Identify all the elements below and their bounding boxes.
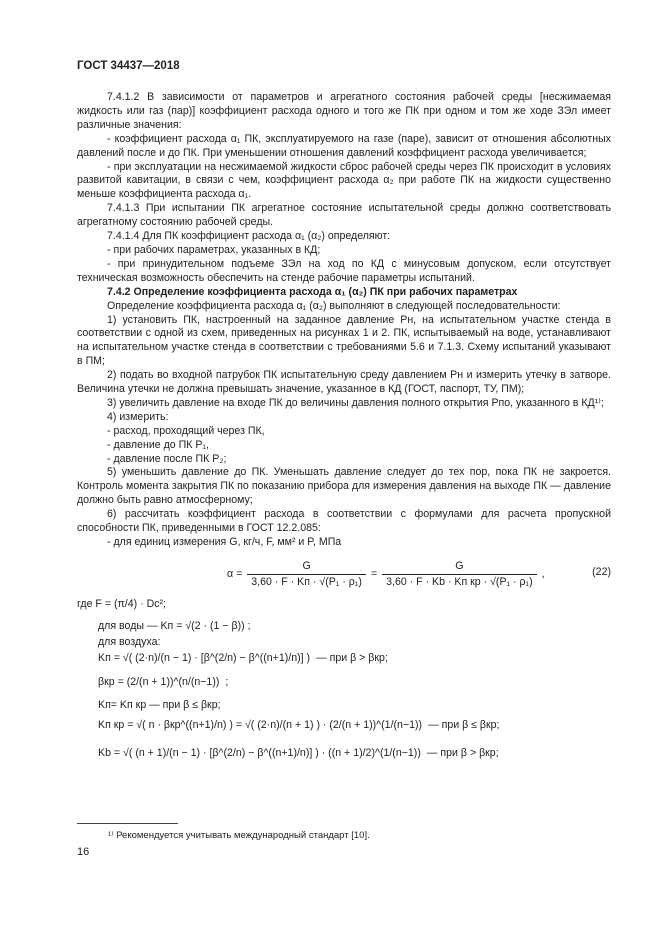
document-header: ГОСТ 34437—2018 (77, 60, 180, 72)
formula-where: где F = (π/4) · Dc²; (77, 597, 166, 610)
formula-denominator: 3,60 · F · Kп · √(P₁ · ρ₁) (247, 574, 366, 590)
formula-numerator: G (455, 559, 464, 572)
paragraph: 7.4.1.4 Для ПК коэффициент расхода α₁ (α₂) определяют: (107, 230, 391, 243)
formula-condition: — при β ≤ βкр; (428, 719, 500, 732)
paragraph: 1) установить ПК, настроенный на заданное давление Pн, на испытательном участке стенда в соответствии с одной из схем, приведенных на рисунках 1 и 2. ПК, испытываемый на воде, устанавливают на испытательном участке стенда в соответствии с требованиями 5.6 и 7.1.3. Схему испытаний указывают в ПМ; (77, 313, 611, 368)
formula-numerator: G (302, 559, 311, 572)
equation-number: (22) (592, 565, 611, 578)
paragraph: 2) подать во входной патрубок ПК испытательную среду давлением Pн и измерить утечку в затворе. Величина утечки не должна превышать значение, указанное в КД (ГОСТ, паспорт, ТУ, ПМ); (77, 369, 611, 396)
paragraph: Определение коэффициента расхода α₁ (α₂) выполняют в следующей последовательности: (107, 299, 561, 312)
paragraph: 7.4.1.3 При испытании ПК агрегатное состояние испытательной среды должно соответствовать агрегатному состоянию рабочей среды. (77, 202, 611, 229)
paragraph: - при принудительном подъеме ЗЭл на ход по КД с минусовым допуском, если отсутствует техническая возможность обеспечить на стенде рабочие параметры испытаний. (77, 257, 611, 284)
paragraph: - давление после ПК P₂; (107, 452, 227, 465)
formula-kpkr (98, 719, 611, 733)
formula-22 (77, 554, 611, 594)
paragraph: - расход, проходящий через ПК, (107, 424, 265, 437)
footnote-divider (77, 823, 178, 824)
paragraph: - коэффициент расхода α₁ ПК, эксплуатируемого на газе (паре), зависит от отношения абсолютных давлений после и до ПК. При уменьшении отношения давлений коэффициент расхода увеличивается; (77, 132, 611, 159)
formula-condition: — при β > βкр; (316, 651, 388, 664)
paragraph: 3) увеличить давление на входе ПК до величины давления полного открытия Pпо, указанного в КД¹⁾; (107, 396, 604, 409)
paragraph: 4) измерить: (107, 410, 169, 423)
formula-text: для воздуха: (98, 635, 161, 648)
paragraph: - давление до ПК P₁, (107, 438, 209, 451)
formula-tail: , (541, 567, 545, 580)
formula-air-label (98, 636, 611, 650)
formula-text: Kп кр = √( n · βкр^((n+1)/n) ) = √( (2·n)/(n + 1) ) · (2/(n + 1))^(1/(n−1)) (98, 719, 423, 732)
formula-text: для воды — Kп = √(2 · (1 − β)) ; (98, 619, 251, 632)
paragraph: 5) уменьшить давление до ПК. Уменьшать давление следует до тех пор, пока ПК не закроется. Контроль момента закрытия ПК по показанию прибора для измерения давления на выходе ПК — давление должно быть равно атмосферному; (77, 466, 611, 507)
formula-fraction (247, 560, 366, 590)
footnote: ¹⁾ Рекомендуется учитывать международный стандарт [10]. (108, 830, 370, 841)
formula-denominator: 3,60 · F · Kb · Kп кр · √(P₁ · ρ₁) (382, 574, 537, 590)
paragraph: - при рабочих параметрах, указанных в КД; (107, 243, 321, 256)
formula-kp (98, 652, 611, 666)
paragraph: - при эксплуатации на несжимаемой жидкости сброс рабочей среды через ПК происходит в условиях развитой кавитации, в связи с чем, коэффициент расхода α₂ при работе ПК на жидкости существенно меньше коэффициента расхода α₁. (77, 160, 611, 201)
formula-bkr (98, 676, 611, 690)
document-body (77, 91, 611, 763)
formula-text: Kп= Kп кр — при β ≤ βкр; (98, 699, 221, 712)
formula-kb (98, 747, 611, 761)
paragraph: 6) рассчитать коэффициент расхода в соответствии с формулами для расчета пропускной способности ПК, приведенными в ГОСТ 12.2.085: (77, 508, 611, 535)
page-number: 16 (77, 846, 90, 858)
formula-kp-eq-kpkr (98, 699, 611, 713)
formula-fraction (382, 560, 537, 590)
formula-tail: ; (225, 675, 229, 688)
paragraph: 7.4.1.2 В зависимости от параметров и агрегатного состояния рабочей среды [несжимаемая жидкость или газ (пар)] коэффициент расхода одного и того же ПК при одном и том же ходе ЗЭл имеет различные значения: (77, 91, 611, 131)
formula-water (98, 620, 611, 634)
formula-text: βкр = (2/(n + 1))^(n/(n−1)) (98, 675, 220, 688)
section-heading: 7.4.2 Определение коэффициента расхода α₁ (α₂) ПК при рабочих параметрах (107, 285, 518, 298)
formula-lhs: α = (227, 567, 243, 580)
formula-condition: — при β > βкр; (426, 747, 499, 760)
formula-text: Kb = √( (n + 1)/(n − 1) · [β^(2/n) − β^((n+1)/n)] ) · ((n + 1)/2)^(1/(n−1)) (98, 747, 421, 760)
formula-equals: = (370, 567, 378, 580)
formula-text: Kп = √( (2·n)/(n − 1) · [β^(2/n) − β^((n+1)/n)] ) (98, 651, 311, 664)
paragraph: - для единиц измерения G, кг/ч, F, мм² и P, МПа (107, 536, 342, 548)
